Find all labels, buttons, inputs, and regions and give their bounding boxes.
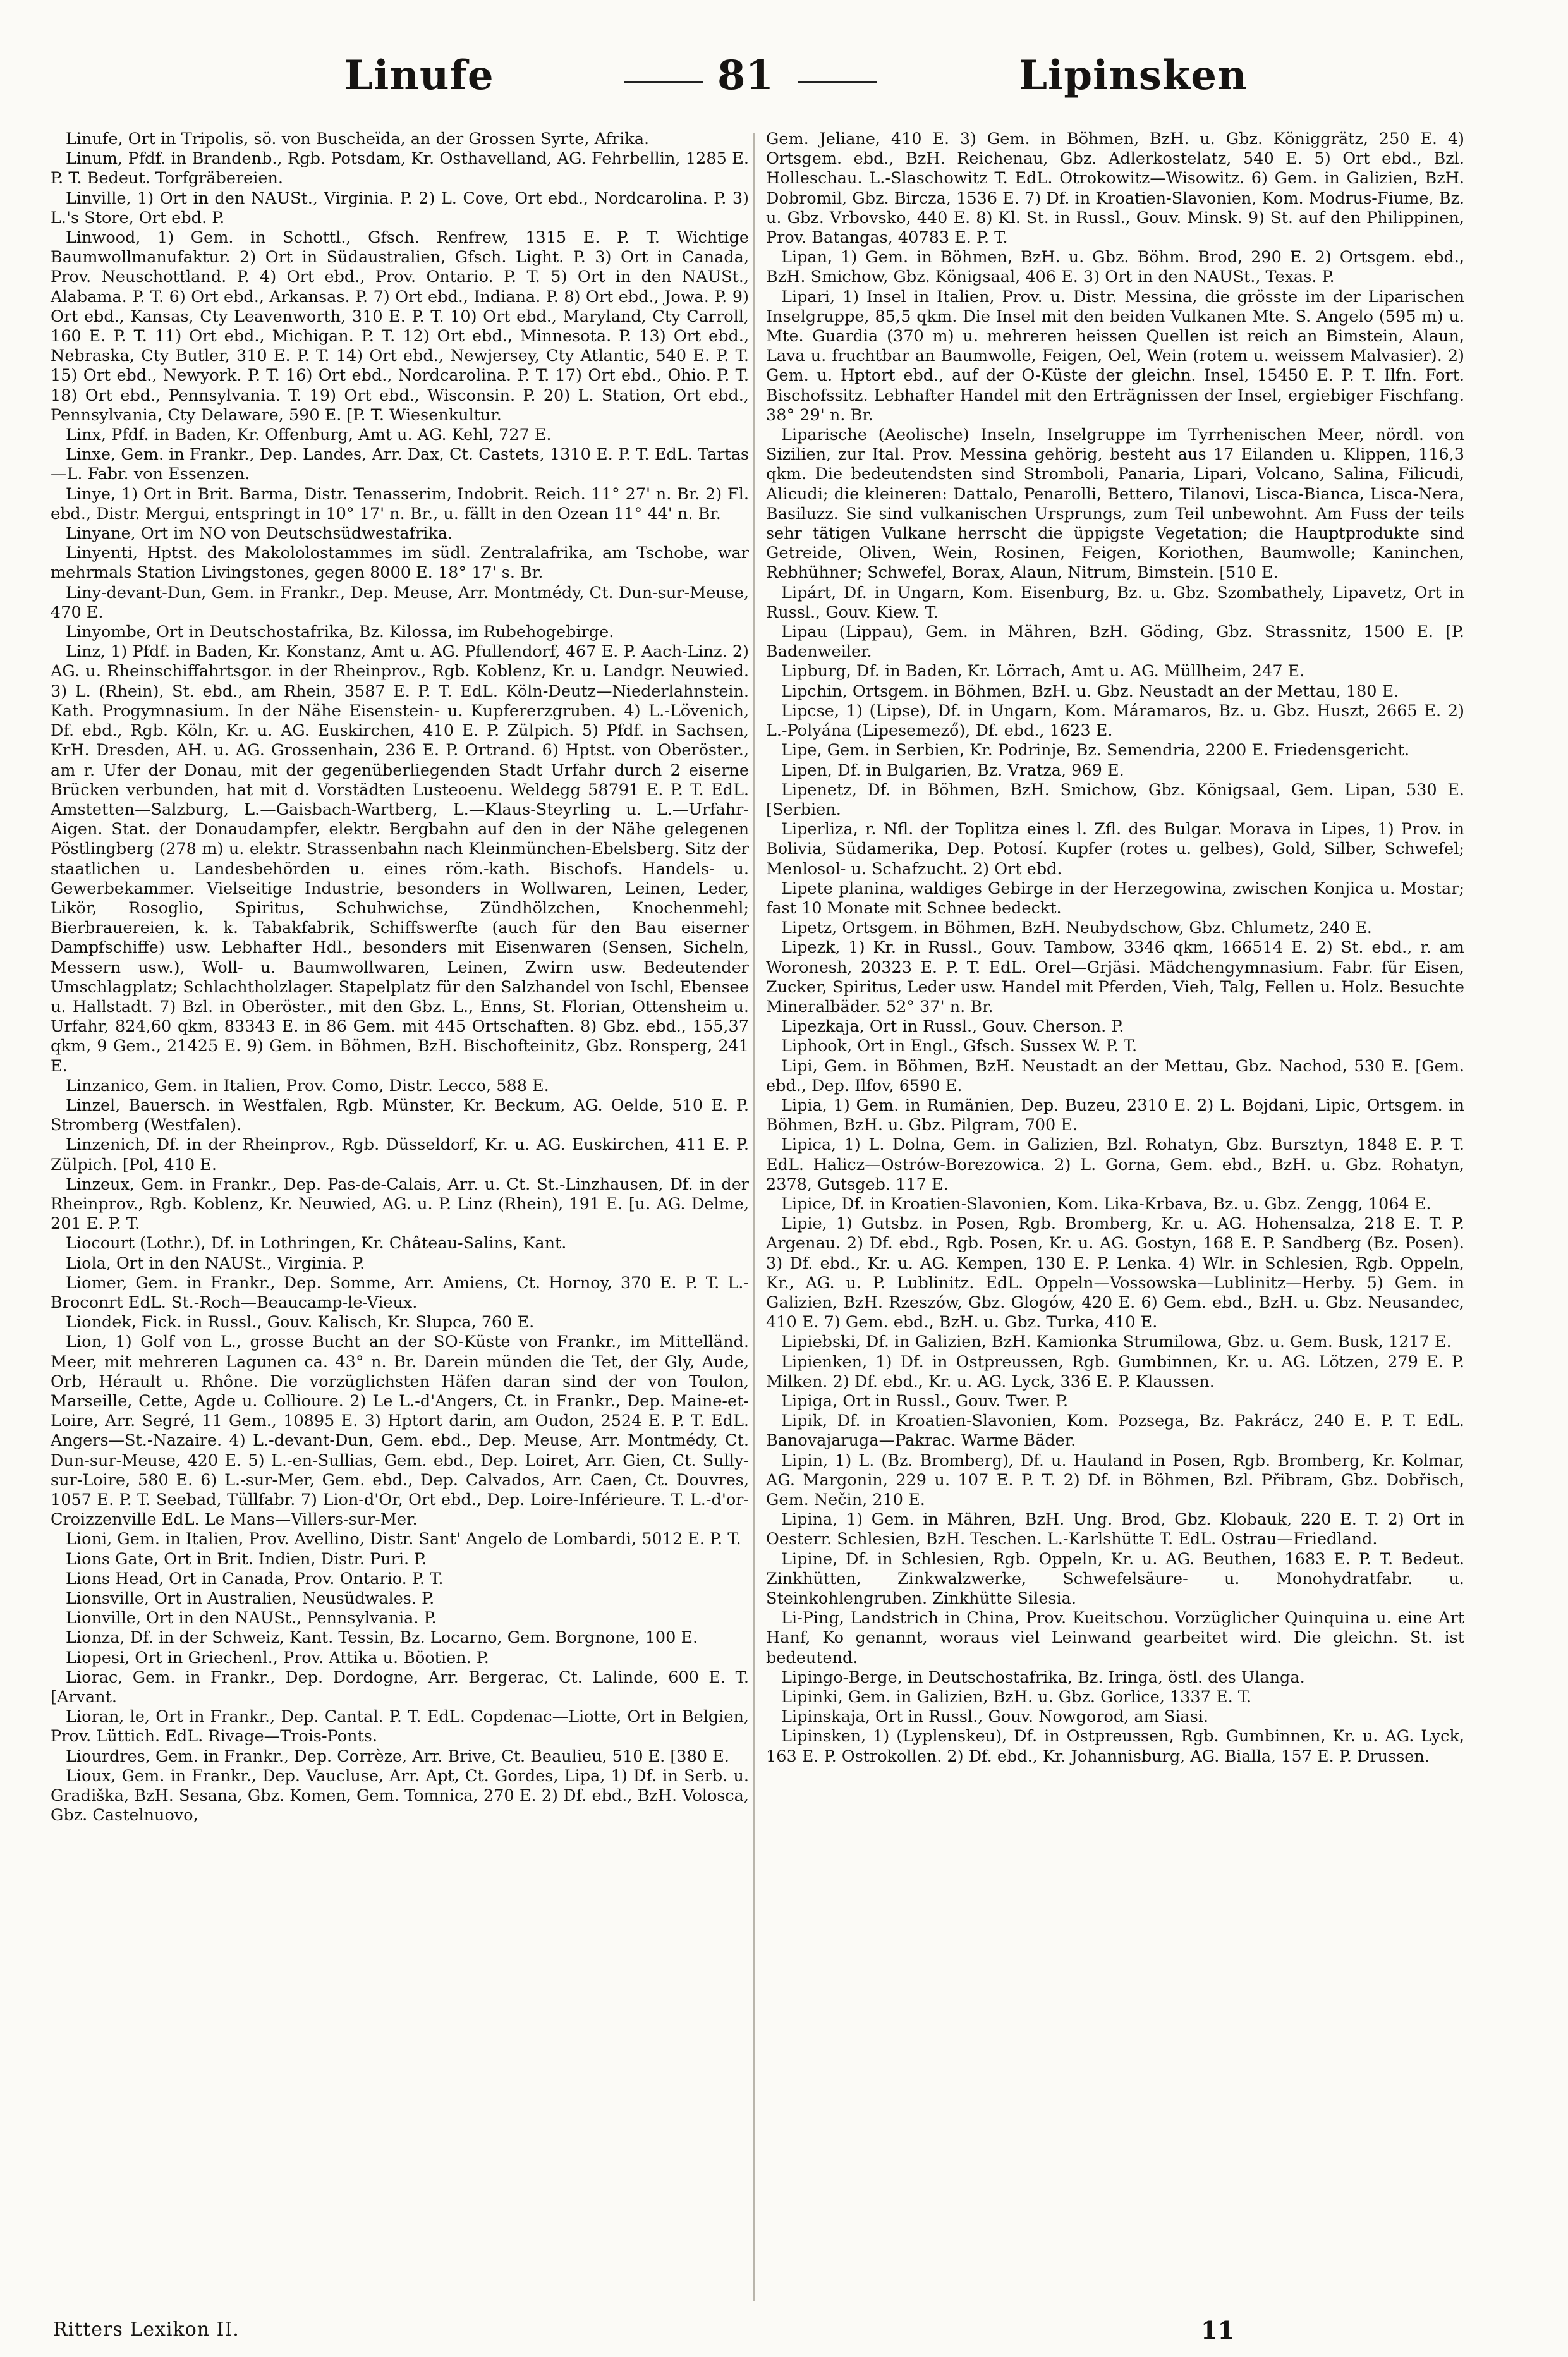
dictionary-entry: Lipiebski, Df. in Galizien, BzH. Kamionka Strumilowa, Gbz. u. Gem. Busk, 1217 E.	[781, 1332, 1452, 1352]
dictionary-entry: Linzanico, Gem. in Italien, Prov. Como, Distr. Lecco, 588 E.	[66, 1076, 549, 1095]
dictionary-entry: Linz, 1) Pfdf. in Baden, Kr. Konstanz, Amt u. AG. Pfullendorf, 467 E. P. Aach-Linz. 2) AG. u. Rheinschiffahrtsgor. in der Rheinprov., Rgb. Koblenz, Kr. u. Landgr. Neuwied. 3) L. (Rhein), St. ebd., am Rhein, 3587 E. P. T. EdL. Köln-Deutz—Niederlahnstein. Kath. Progymnasium. In der Nähe Eisenstein- u. Kupfererzgruben. 4) L.-Lövenich, Df. ebd., Rgb. Köln, Kr. u. AG. Euskirchen, 410 E. P. Zülpich. 5) Pfdf. in Sachsen, KrH. Dresden, AH. u. AG. Grossenhain, 236 E. P. Ortrand. 6) Hptst. von Oberöster., am r. Ufer der Donau, mit der gegenüberliegenden Stadt Urfahr durch 2 eiserne Brücken verbunden, hat mit d. Vorstädten Lusteoenu. Weldegg 58791 E. P. T. EdL. Amstetten—Salzburg, L.—Gaisbach-Wartberg, L.—Klaus-Steyrling u. L.—Urfahr-Aigen. Stat. der Donaudampfer, elektr. Bergbahn auf den in der Nähe gelegenen Pöstlingberg (278 m) u. elektr. Strassenbahn nach Kleinmünchen-Ebelsberg. Sitz der staatlichen u. Landesbehörden u. eines röm.-kath. Bischofs. Handels- u. Gewerbekammer. Vielseitige Industrie, besonders in Wollwaren, Leinen, Leder, Likör, Rosoglio, Spiritus, Schuhwichse, Zündhölzchen, Knochenmehl; Bierbrauereien, k. k. Tabakfabrik, Schiffswerfte (auch für den Bau eiserner Dampfschiffe) usw. Lebhafter Hdl., besonders mit Eisenwaren (Sensen, Sicheln, Messern usw.), Woll- u. Baumwollwaren, Leinen, Zwirn usw. Bedeutender Umschlagplatz; Schlachtholzlager. Stapelplatz für den Salzhandel von Ischl, Ebensee u. Hallstadt. 7) Bzl. in Oberöster., mit den Gbz. L., Enns, St. Florian, Ottensheim u. Urfahr, 824,60 qkm, 83343 E. in 86 Gem. mit 445 Ortschaften. 8) Gbz. ebd., 155,37 qkm, 9 Gem., 21425 E. 9) Gem. in Böhmen, BzH. Bischofteinitz, Gbz. Ronsperg, 241 E.	[51, 642, 749, 1076]
dictionary-entry: Lipen, Df. in Bulgarien, Bz. Vratza, 969 E.	[781, 760, 1124, 780]
dictionary-entry: Lipica, 1) L. Dolna, Gem. in Galizien, Bzl. Rohatyn, Gbz. Bursztyn, 1848 E. P. T. EdL. Halicz—Ostrów-Borezowica. 2) L. Gorna, Gem. ebd., BzH. u. Gbz. Rohatyn, 2378, Gutsgeb. 117 E.	[766, 1135, 1464, 1194]
column-divider	[753, 133, 755, 2301]
dictionary-entry: Lipchin, Ortsgem. in Böhmen, BzH. u. Gbz. Neustadt an der Mettau, 180 E.	[781, 681, 1399, 701]
dictionary-entry: Liphook, Ort in Engl., Gfsch. Sussex W. P. T.	[781, 1037, 1138, 1056]
dictionary-entry: Linwood, 1) Gem. in Schottl., Gfsch. Renfrew, 1315 E. P. T. Wichtige Baumwollmanufaktur. 2) Ort in Südaustralien, Gfsch. Light. P. 3) Ort in Canada, Prov. Neuschottland. P. 4) Ort ebd., Prov. Ontario. P. T. 5) Ort in den NAUSt., Alabama. P. T. 6) Ort ebd., Arkansas. P. 7) Ort ebd., Indiana. P. 8) Ort ebd., Jowa. P. 9) Ort ebd., Kansas, Cty Leavenworth, 310 E. P. T. 10) Ort ebd., Maryland, Cty Carroll, 160 E. P. T. 11) Ort ebd., Michigan. P. T. 12) Ort ebd., Minnesota. P. 13) Ort ebd., Nebraska, Cty Butler, 310 E. P. T. 14) Ort ebd., Newjersey, Cty Atlantic, 540 E. P. T. 15) Ort ebd., Newyork. P. T. 16) Ort ebd., Nordcarolina. P. T. 17) Ort ebd., Ohio. P. T. 18) Ort ebd., Pennsylvania. T. 19) Ort ebd., Wisconsin. P. 20) L. Station, Ort ebd., Pennsylvania, Cty Delaware, 590 E. [P. T. Wiesenkultur.	[51, 228, 749, 425]
header-dash-left	[624, 81, 703, 83]
dictionary-entry: Lipárt, Df. in Ungarn, Kom. Eisenburg, Bz. u. Gbz. Szombathely, Lipavetz, Ort in Russl., Gouv. Kiew. T.	[766, 583, 1464, 622]
dictionary-entry: Lion, 1) Golf von L., grosse Bucht an der SO-Küste von Frankr., im Mittelländ. Meer, mit mehreren Lagunen ca. 43° n. Br. Darein münden die Tet, der Gly, Aude, Orb, Hérault u. Rhône. Die vorzüglichsten Häfen daran sind der von Toulon, Marseille, Cette, Agde u. Collioure. 2) Le L.-d'Angers, Ct. in Frankr., Dep. Maine-et-Loire, Arr. Segré, 11 Gem., 10895 E. 3) Hptort darin, am Oudon, 2524 E. P. T. EdL. Angers—St.-Nazaire. 4) L.-devant-Dun, Gem. ebd., Dep. Meuse, Arr. Montmédy, Ct. Dun-sur-Meuse, 420 E. 5) L.-en-Sullias, Gem. ebd., Dep. Loiret, Arr. Gien, Ct. Sully-sur-Loire, 580 E. 6) L.-sur-Mer, Gem. ebd., Dep. Calvados, Arr. Caen, Ct. Douvres, 1057 E. P. T. Seebad, Tüllfabr. 7) Lion-d'Or, Ort ebd., Dep. Loire-Inférieure. T. L.-d'or-Croizzenville EdL. Le Mans—Villers-sur-Mer.	[51, 1332, 749, 1530]
dictionary-entry: Liourdres, Gem. in Frankr., Dep. Corrèze, Arr. Brive, Ct. Beaulieu, 510 E. [380 E.	[66, 1746, 729, 1766]
dictionary-entry: Linx, Pfdf. in Baden, Kr. Offenburg, Amt u. AG. Kehl, 727 E.	[66, 425, 552, 445]
dictionary-entry: Lipie, 1) Gutsbz. in Posen, Rgb. Bromberg, Kr. u. AG. Hohensalza, 218 E. T. P. Argenau. 2) Df. ebd., Rgb. Posen, Kr. u. AG. Gostyn, 168 E. P. Sandberg (Bz. Posen). 3) Df. ebd., Kr. u. AG. Kempen, 130 E. P. Lenka. 4) Wlr. in Schlesien, Rgb. Oppeln, Kr., AG. u. P. Lublinitz. EdL. Oppeln—Vossowska—Lublinitz—Herby. 5) Gem. in Galizien, BzH. Rzeszów, Gbz. Glogów, 420 E. 6) Gem. ebd., BzH. u. Gbz. Neusandec, 410 E. 7) Gem. ebd., BzH. u. Gbz. Turka, 410 E.	[766, 1214, 1464, 1332]
dictionary-entry: Liperliza, r. Nfl. der Toplitza eines l. Zfl. des Bulgar. Morava in Lipes, 1) Prov. in Bolivia, Südamerika, Dep. Potosí. Kupfer (rotes u. gelbes), Gold, Silber, Schwefel; Menlosol- u. Schafzucht. 2) Ort ebd.	[766, 820, 1464, 879]
dictionary-entry: Li-Ping, Landstrich in China, Prov. Kueitschou. Vorzüglicher Quinquina u. eine Art Hanf, Ko genannt, woraus viel Leinwand gearbeitet wird. Die gleichn. St. ist bedeutend.	[766, 1609, 1464, 1667]
header-dash-right	[798, 81, 877, 83]
dictionary-entry: Lipetz, Ortsgem. in Böhmen, BzH. Neubydschow, Gbz. Chlumetz, 240 E.	[781, 918, 1372, 938]
dictionary-entry: Lionsville, Ort in Australien, Neusüdwales. P.	[66, 1589, 435, 1609]
page-number: 81	[717, 52, 774, 99]
dictionary-entry: Lipezkaja, Ort in Russl., Gouv. Cherson. P.	[781, 1017, 1124, 1037]
dictionary-entry: Lipcse, 1) (Lipse), Df. in Ungarn, Kom. Máramaros, Bz. u. Gbz. Huszt, 2665 E. 2) L.-Polyána (Lipesemező), Df. ebd., 1623 E.	[766, 701, 1464, 741]
dictionary-entry: Liondek, Fick. in Russl., Gouv. Kalisch, Kr. Slupca, 760 E.	[66, 1313, 535, 1332]
dictionary-entry: Linyane, Ort im NO von Deutschsüdwestafrika.	[66, 524, 453, 544]
dictionary-entry: Linyenti, Hptst. des Makololostammes im südl. Zentralafrika, am Tschobe, war mehrmals Station Livingstones, gegen 8000 E. 18° 17' s. Br.	[51, 544, 749, 583]
dictionary-entry: Lioux, Gem. in Frankr., Dep. Vaucluse, Arr. Apt, Ct. Gordes, Lipa, 1) Df. in Serb. u. Gradiška, BzH. Sesana, Gbz. Komen, Gem. Tomnica, 270 E. 2) Df. ebd., BzH. Volosca, Gbz. Castelnuovo,	[51, 1766, 749, 1825]
dictionary-entry: Linyombe, Ort in Deutschostafrika, Bz. Kilossa, im Rubehogebirge.	[66, 623, 614, 642]
dictionary-entry: Liocourt (Lothr.), Df. in Lothringen, Kr. Château-Salins, Kant.	[66, 1234, 567, 1253]
page-footer	[0, 2318, 1568, 2350]
right-column	[766, 130, 1464, 1767]
page-header	[0, 39, 1568, 115]
dictionary-entry: Lipine, Df. in Schlesien, Rgb. Oppeln, Kr. u. AG. Beuthen, 1683 E. P. T. Bedeut. Zinkhütten, Zinkwalzwerke, Schwefelsäure- u. Monohydratfabr. u. Steinkohlengruben. Zinkhütte Silesia.	[766, 1549, 1464, 1609]
dictionary-entry: Linville, 1) Ort in den NAUSt., Virginia. P. 2) L. Cove, Ort ebd., Nordcarolina. P. 3) L.'s Store, Ort ebd. P.	[51, 188, 749, 228]
dictionary-entry: Liny-devant-Dun, Gem. in Frankr., Dep. Meuse, Arr. Montmédy, Ct. Dun-sur-Meuse, 470 E.	[51, 583, 749, 622]
left-column	[51, 130, 749, 1825]
dictionary-entry: Lipiga, Ort in Russl., Gouv. Twer. P.	[781, 1392, 1069, 1411]
dictionary-entry: Lipin, 1) L. (Bz. Bromberg), Df. u. Hauland in Posen, Rgb. Bromberg, Kr. Kolmar, AG. Margonin, 229 u. 107 E. P. T. 2) Df. in Böhmen, Bzl. Přibram, Gbz. Dobřisch, Gem. Nečin, 210 E.	[766, 1451, 1464, 1510]
dictionary-entry: Lipezk, 1) Kr. in Russl., Gouv. Tambow, 3346 qkm, 166514 E. 2) St. ebd., r. am Woronesh, 20323 E. P. T. EdL. Orel—Grjäsi. Mädchengymnasium. Fabr. für Eisen, Zucker, Spiritus, Leder usw. Handel mit Pferden, Vieh, Talg, Fellen u. Holz. Besuchte Mineralbäder. 52° 37' n. Br.	[766, 938, 1464, 1016]
dictionary-entry: Linum, Pfdf. in Brandenb., Rgb. Potsdam, Kr. Osthavelland, AG. Fehrbellin, 1285 E. P. T. Bedeut. Torfgräbereien.	[51, 149, 749, 188]
dictionary-entry: Linzeux, Gem. in Frankr., Dep. Pas-de-Calais, Arr. u. Ct. St.-Linzhausen, Df. in der Rheinprov., Rgb. Koblenz, Kr. Neuwied, AG. u. P. Linz (Rhein), 191 E. [u. AG. Delme, 201 E. P. T.	[51, 1174, 749, 1234]
dictionary-entry: Lipburg, Df. in Baden, Kr. Lörrach, Amt u. AG. Müllheim, 247 E.	[781, 662, 1305, 681]
dictionary-entry: Lionville, Ort in den NAUSt., Pennsylvania. P.	[66, 1609, 437, 1628]
dictionary-entry: Lipenetz, Df. in Böhmen, BzH. Smichow, Gbz. Königsaal, Gem. Lipan, 530 E. [Serbien.	[766, 780, 1464, 819]
dictionary-entry: Lipienken, 1) Df. in Ostpreussen, Rgb. Gumbinnen, Kr. u. AG. Lötzen, 279 E. P. Milken. 2) Df. ebd., Kr. u. AG. Lyck, 336 E. P. Klaussen.	[766, 1352, 1464, 1391]
dictionary-entry: Linzenich, Df. in der Rheinprov., Rgb. Düsseldorf, Kr. u. AG. Euskirchen, 411 E. P. Zülpich. [Pol, 410 E.	[51, 1135, 749, 1174]
running-head-first-word: Linufe	[344, 52, 494, 99]
dictionary-entry: Lipau (Lippau), Gem. in Mähren, BzH. Göding, Gbz. Strassnitz, 1500 E. [P. Badenweiler.	[766, 623, 1464, 662]
dictionary-entry: Lipi, Gem. in Böhmen, BzH. Neustadt an der Mettau, Gbz. Nachod, 530 E. [Gem. ebd., Dep. Ilfov, 6590 E.	[766, 1056, 1464, 1095]
dictionary-entry: Lipe, Gem. in Serbien, Kr. Podrinje, Bz. Semendria, 2200 E. Friedensgericht.	[781, 741, 1410, 760]
dictionary-entry: Liopesi, Ort in Griechenl., Prov. Attika u. Böotien. P.	[66, 1648, 489, 1667]
dictionary-entry: Lipari, 1) Insel in Italien, Prov. u. Distr. Messina, die grösste im der Liparischen Inselgruppe, 85,5 qkm. Die Insel mit den beiden Vulkanen Mte. S. Angelo (595 m) u. Mte. Guardia (370 m) u. mehreren heissen Quellen ist reich an Bimstein, Alaun, Lava u. fruchtbar an Baumwolle, Feigen, Oel, Wein (rotem u. weissem Malvasier). 2) Gem. u. Hptort ebd., auf der O-Küste der gleichn. Insel, 15450 E. P. T. Ilfn. Fort. Bischofssitz. Lebhafter Handel mit den Erträgnissen der Insel, ergiebiger Fischfang. 38° 29' n. Br.	[766, 287, 1464, 425]
dictionary-entry: Lipik, Df. in Kroatien-Slavonien, Kom. Pozsega, Bz. Pakrácz, 240 E. P. T. EdL. Banovajaruga—Pakrac. Warme Bäder.	[766, 1411, 1464, 1451]
dictionary-entry: Lions Head, Ort in Canada, Prov. Ontario. P. T.	[66, 1569, 444, 1588]
dictionary-entry: Lipinki, Gem. in Galizien, BzH. u. Gbz. Gorlice, 1337 E. T.	[781, 1688, 1252, 1707]
dictionary-entry: Lipete planina, waldiges Gebirge in der Herzegowina, zwischen Konjica u. Mostar; fast 10 Monate mit Schnee bedeckt.	[766, 879, 1464, 918]
dictionary-entry: Lipinskaja, Ort in Russl., Gouv. Nowgorod, am Siasi.	[781, 1707, 1209, 1727]
sheet-number: 11	[1201, 2316, 1234, 2344]
dictionary-entry: Lioni, Gem. in Italien, Prov. Avellino, Distr. Sant' Angelo de Lombardi, 5012 E. P. T.	[66, 1530, 741, 1549]
dictionary-entry: Lipan, 1) Gem. in Böhmen, BzH. u. Gbz. Böhm. Brod, 290 E. 2) Ortsgem. ebd., BzH. Smichow, Gbz. Königsaal, 406 E. 3) Ort in den NAUSt., Texas. P.	[766, 248, 1464, 287]
dictionary-entry: Lioran, le, Ort in Frankr., Dep. Cantal. P. T. EdL. Copdenac—Liotte, Ort in Belgien, Prov. Lüttich. EdL. Rivage—Trois-Ponts.	[51, 1707, 749, 1746]
dictionary-entry: Liparische (Aeolische) Inseln, Inselgruppe im Tyrrhenischen Meer, nördl. von Sizilien, zur Ital. Prov. Messina gehörig, besteht aus 17 Eilanden u. Klippen, 116,3 qkm. Die bedeutendsten sind Stromboli, Panaria, Lipari, Volcano, Salina, Filicudi, Alicudi; die kleineren: Dattalo, Penarolli, Bettero, Tilanovi, Lisca-Bianca, Lisca-Nera, Basiluzz. Sie sind vulkanischen Ursprungs, zum Teil unbewohnt. Am Fuss der teils sehr tätigen Vulkane herrscht die üppigste Vegetation; die Hauptprodukte sind Getreide, Oliven, Wein, Rosinen, Feigen, Koriothen, Baumwolle; Kaninchen, Rebhühner; Schwefel, Borax, Alaun, Nitrum, Bimstein. [510 E.	[766, 425, 1464, 583]
dictionary-entry: Linufe, Ort in Tripolis, sö. von Buscheïda, an der Grossen Syrte, Afrika.	[66, 130, 650, 149]
dictionary-entry: Lipinsken, 1) (Lyplenskeu), Df. in Ostpreussen, Rgb. Gumbinnen, Kr. u. AG. Lyck, 163 E. P. Ostrokollen. 2) Df. ebd., Kr. Johannisburg, AG. Bialla, 157 E. P. Drussen.	[766, 1727, 1464, 1766]
dictionary-entry: Lipingo-Berge, in Deutschostafrika, Bz. Iringa, östl. des Ulanga.	[781, 1667, 1305, 1687]
dictionary-entry: Gem. Jeliane, 410 E. 3) Gem. in Böhmen, BzH. u. Gbz. Königgrätz, 250 E. 4) Ortsgem. ebd., BzH. Reichenau, Gbz. Adlerkostelatz, 540 E. 5) Ort ebd., Bzl. Holleschau. L.-Slaschowitz T. EdL. Otrokowitz—Wisowitz. 6) Gem. in Galizien, BzH. Dobromil, Gbz. Bircza, 1536 E. 7) Df. in Kroatien-Slavonien, Kom. Modrus-Fiume, Bz. u. Gbz. Vrbovsko, 440 E. 8) Kl. St. in Russl., Gouv. Minsk. 9) St. auf den Philippinen, Prov. Batangas, 40783 E. P. T.	[766, 130, 1464, 248]
printer-signature: Ritters Lexikon II.	[53, 2318, 240, 2341]
dictionary-entry: Linxe, Gem. in Frankr., Dep. Landes, Arr. Dax, Ct. Castets, 1310 E. P. T. EdL. Tartas—L. Fabr. von Essenzen.	[51, 445, 749, 484]
dictionary-entry: Lipice, Df. in Kroatien-Slavonien, Kom. Lika-Krbava, Bz. u. Gbz. Zengg, 1064 E.	[781, 1194, 1431, 1214]
dictionary-entry: Lions Gate, Ort in Brit. Indien, Distr. Puri. P.	[66, 1549, 427, 1569]
dictionary-entry: Lipia, 1) Gem. in Rumänien, Dep. Buzeu, 2310 E. 2) L. Bojdani, Lipic, Ortsgem. in Böhmen, BzH. u. Gbz. Pilgram, 700 E.	[766, 1095, 1464, 1135]
dictionary-entry: Liorac, Gem. in Frankr., Dep. Dordogne, Arr. Bergerac, Ct. Lalinde, 600 E. T. [Arvant.	[51, 1667, 749, 1707]
running-head-last-word: Lipinsken	[1019, 52, 1248, 99]
dictionary-entry: Liomer, Gem. in Frankr., Dep. Somme, Arr. Amiens, Ct. Hornoy, 370 E. P. T. L.-Broconrt EdL. St.-Roch—Beaucamp-le-Vieux.	[51, 1273, 749, 1312]
dictionary-entry: Lipina, 1) Gem. in Mähren, BzH. Ung. Brod, Gbz. Klobauk, 220 E. T. 2) Ort in Oesterr. Schlesien, BzH. Teschen. L.-Karlshütte T. EdL. Ostrau—Friedland.	[766, 1510, 1464, 1549]
dictionary-entry: Liola, Ort in den NAUSt., Virginia. P.	[66, 1253, 365, 1273]
dictionary-entry: Linye, 1) Ort in Brit. Barma, Distr. Tenasserim, Indobrit. Reich. 11° 27' n. Br. 2) Fl. ebd., Distr. Mergui, entspringt in 10° 17' n. Br., u. fällt in den Ozean 11° 44' n. Br.	[51, 484, 749, 523]
dictionary-entry: Lionza, Df. in der Schweiz, Kant. Tessin, Bz. Locarno, Gem. Borgnone, 100 E.	[66, 1628, 698, 1648]
dictionary-entry: Linzel, Bauersch. in Westfalen, Rgb. Münster, Kr. Beckum, AG. Oelde, 510 E. P. Stromberg (Westfalen).	[51, 1095, 749, 1135]
